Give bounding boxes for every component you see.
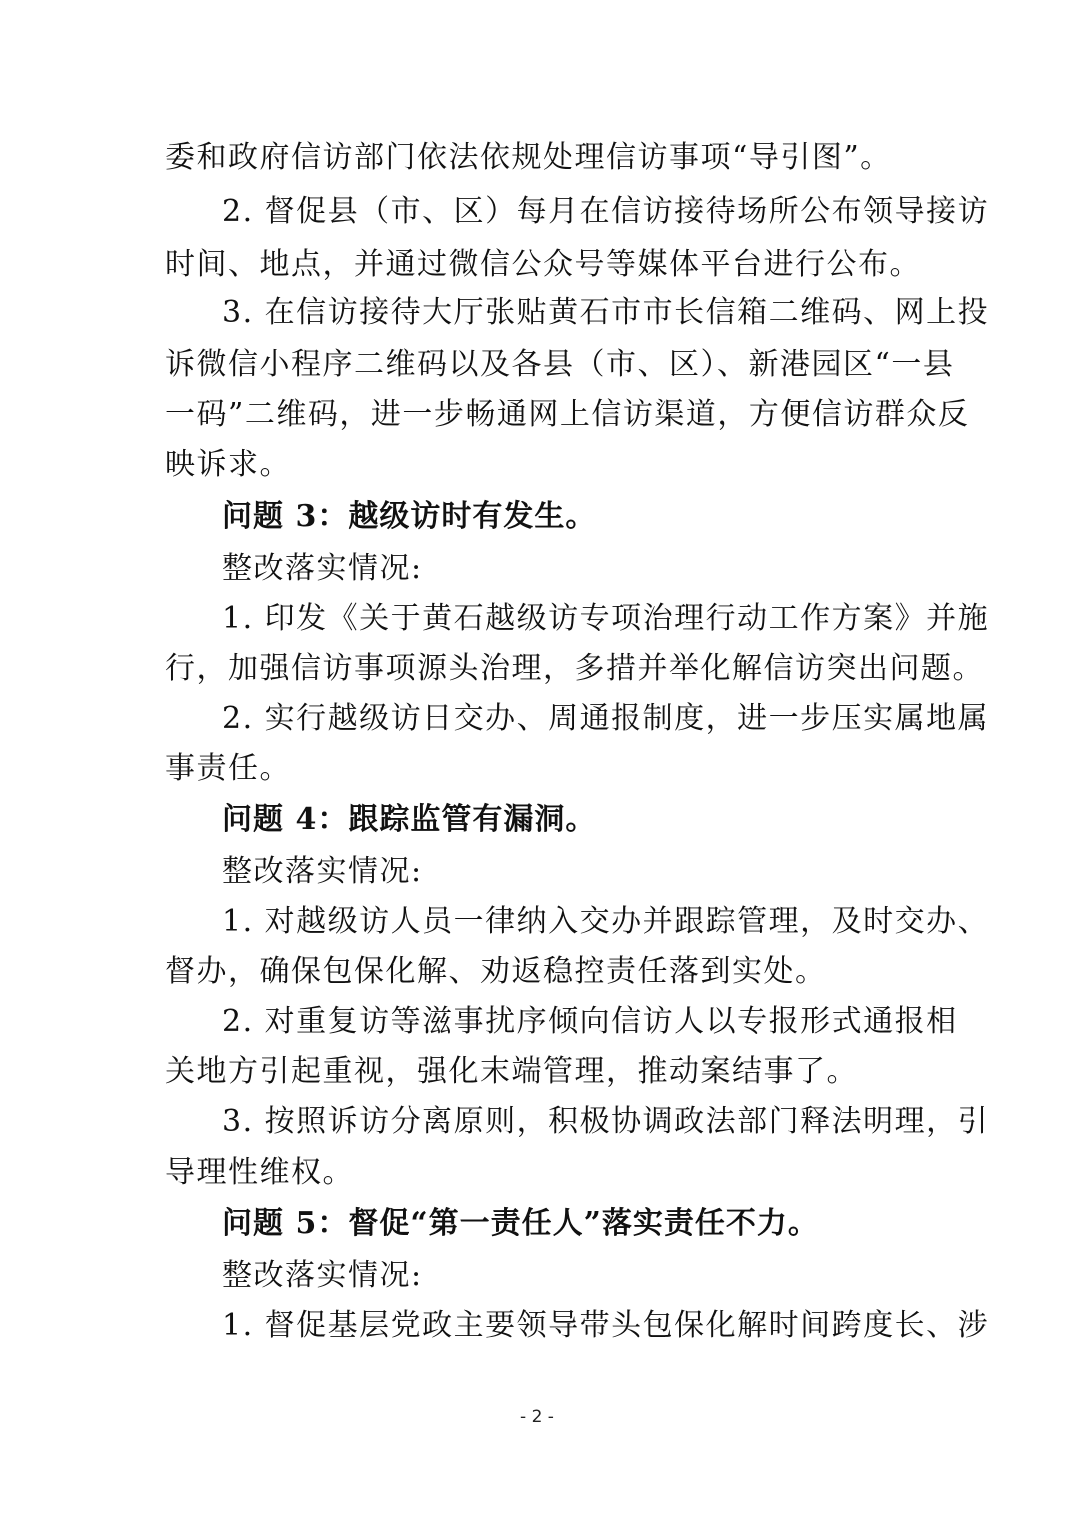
list-item: 3. 在信访接待大厅张贴黄石市市长信箱二维码、网上投 <box>222 295 990 330</box>
body-text-line: 诉微信小程序二维码以及各县（市、区）、新港园区“一县 <box>165 347 955 382</box>
list-item: 3. 按照诉访分离原则，积极协调政法部门释法明理，引 <box>222 1104 990 1139</box>
subheading: 整改落实情况: <box>222 1258 423 1293</box>
section-heading: 问题 5：督促“第一责任人”落实责任不力。 <box>222 1206 819 1241</box>
list-item: 2. 督促县（市、区）每月在信访接待场所公布领导接访 <box>222 194 990 229</box>
list-item: 1. 对越级访人员一律纳入交办并跟踪管理，及时交办、 <box>222 904 990 939</box>
subheading: 整改落实情况: <box>222 551 423 586</box>
section-heading: 问题 4：跟踪监管有漏洞。 <box>222 802 597 837</box>
list-item: 2. 实行越级访日交办、周通报制度，进一步压实属地属 <box>222 701 990 736</box>
body-text-line: 事责任。 <box>165 751 291 786</box>
list-item: 2. 对重复访等滋事扰序倾向信访人以专报形式通报相 <box>222 1004 958 1039</box>
list-item: 1. 印发《关于黄石越级访专项治理行动工作方案》并施 <box>222 601 990 636</box>
body-text-line: 时间、地点，并通过微信公众号等媒体平台进行公布。 <box>165 247 921 282</box>
body-text-line: 导理性维权。 <box>165 1155 354 1190</box>
page-number: - 2 - <box>520 1407 554 1427</box>
body-text-line: 督办，确保包保化解、劝返稳控责任落到实处。 <box>165 954 827 989</box>
list-item: 1. 督促基层党政主要领导带头包保化解时间跨度长、涉 <box>222 1308 990 1343</box>
body-text-line: 委和政府信访部门依法依规处理信访事项“导引图”。 <box>165 140 892 175</box>
subheading: 整改落实情况: <box>222 854 423 889</box>
body-text-line: 一码”二维码，进一步畅通网上信访渠道，方便信访群众反 <box>165 397 970 432</box>
body-text-line: 映诉求。 <box>165 447 291 482</box>
body-text-line: 行，加强信访事项源头治理，多措并举化解信访突出问题。 <box>165 651 984 686</box>
section-heading: 问题 3：越级访时有发生。 <box>222 499 597 534</box>
body-text-line: 关地方引起重视，强化末端管理，推动案结事了。 <box>165 1054 858 1089</box>
